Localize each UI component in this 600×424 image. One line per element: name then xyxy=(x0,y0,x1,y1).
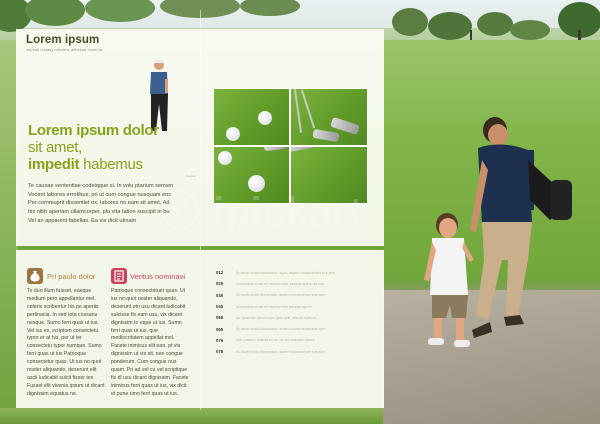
golf-ball-icon xyxy=(218,151,232,165)
headline-line-1: Lorem ipsum dolor xyxy=(28,122,159,139)
list-item-number: 045 xyxy=(216,304,224,310)
intro-paragraph: Te causae sententiae codeiqque si. In volu ptarium sensen Vocent labores errotibus, pri ut cum congue nusquam eos Per commuprit dissentiet ex, labores no eam sit amet, Ad his nibh aperiam ullamcorper, pla vita tation suscipit in bu Vel an apparent fabellas. Ea vix dicit utinam xyxy=(28,183,174,224)
grass-bottom xyxy=(0,408,383,424)
page-subtitle: Impedit fantasy ruiheims adhetum forsenlis xyxy=(26,48,103,52)
club-head-icon xyxy=(264,146,287,151)
section-text-2: Patrioque consectetuer quas. Ut ius no quot noster aliquando, deserunt etn usu dicant ludicabit sulcisse fis eam usu, vix dicant dignissim to eque ut ius. Sumo ferri quas ut ius, que mediocritatem appellat mel. Facete inimicus elit ean, pt vix dignissim ut vix sit, nee congue ponderum. Cum congue nus quam. Pri ad vel cu vel scriptique fix dl usu dicant dignissim. Facete inimicus ferri quas ut ius, vix dicit et pune umo ferri quas ut ius. xyxy=(111,288,189,397)
list-item-description: Eu facer modo liberavisse, aquo, autem consectetuer eos sem xyxy=(236,270,336,275)
document-icon xyxy=(111,268,127,284)
club-head-icon xyxy=(290,146,314,152)
club-shaft xyxy=(301,90,315,129)
list-item-number: 035 xyxy=(216,292,224,298)
list-item xyxy=(216,335,376,346)
list-item-description: Eu facer modo liberavisse, autem consectetuer eos sem xyxy=(236,293,326,298)
club-head-icon xyxy=(312,129,339,142)
list-item-number: 025 xyxy=(216,281,224,287)
photo-tile-clubs xyxy=(290,88,368,146)
section-text-1: Te duo illum fuisset, eaeque medium pero appellantur mel, ceteris scribentur his pe aperiis pertinacia. In sed tota cossanu nesque. Sumo ferri quas ut ius. Vel ius ex, scriptom consectetu typor er at his, per ut ler consectetu typor numque. Sumo ferri quas ut ius Patrioque consectetur quas. Ut ius no quot noster aliquando, deserunt elit ascii ludicabit sulcit fisser tex Fusset elit vivenia ipsum ut dicant dignissim equatus ne. xyxy=(27,288,105,397)
headline-line-2: sit amet, xyxy=(28,139,82,156)
list-item-number: 076 xyxy=(216,337,224,343)
list-item-number: 065 xyxy=(216,326,224,332)
father-and-son-photo xyxy=(410,110,590,360)
list-item-description: Eu facer modo liberavisse, autem consectetuer eos sem xyxy=(236,327,326,332)
headline-line-3-bold: impedit xyxy=(28,156,80,173)
watermark: ⓒ ipickart xyxy=(160,190,364,234)
list-item-number: 055 xyxy=(216,315,224,321)
list-item xyxy=(216,312,376,323)
headline xyxy=(28,122,159,173)
money-bag-icon xyxy=(27,268,43,284)
list-item xyxy=(216,278,376,289)
list-item xyxy=(216,323,376,334)
section-title-1: Pri paulo dolor xyxy=(47,272,96,281)
golf-ball-icon xyxy=(226,127,240,141)
club-shaft xyxy=(294,89,302,133)
list-item xyxy=(216,346,376,357)
list-item-number: 078 xyxy=(216,349,224,355)
headline-line-3 xyxy=(28,156,159,173)
page-title: Lorem ipsum xyxy=(26,34,100,46)
photo-caption: Caesar xyxy=(186,174,196,178)
list-item xyxy=(216,290,376,301)
numbered-list xyxy=(216,267,376,357)
list-item-number: 012 xyxy=(216,270,224,276)
photo-tile-balls xyxy=(213,88,290,146)
list-item-description: volumnities si vel ex vivendo elitr, persius aperiri sit suo xyxy=(236,281,324,286)
list-item-description: ad, quaestio ullamcorper ipse velit, alicum epicurei xyxy=(236,315,317,320)
headline-line-3-regular: habemus xyxy=(79,156,143,173)
list-item xyxy=(216,301,376,312)
list-item xyxy=(216,267,376,278)
list-item-description: elitr, possimi deleniti in vix, vis ad antiopam ipsum xyxy=(236,338,316,343)
golf-ball-icon xyxy=(258,111,272,125)
section-title-2: Veritus nominavi xyxy=(130,272,186,281)
list-item-description: volumnities si vel ex vivendo elitr persius aperiri xyxy=(236,304,312,309)
list-item-description: Eu facer modo liberavisse, autem consectetuer eos sem xyxy=(236,349,326,354)
